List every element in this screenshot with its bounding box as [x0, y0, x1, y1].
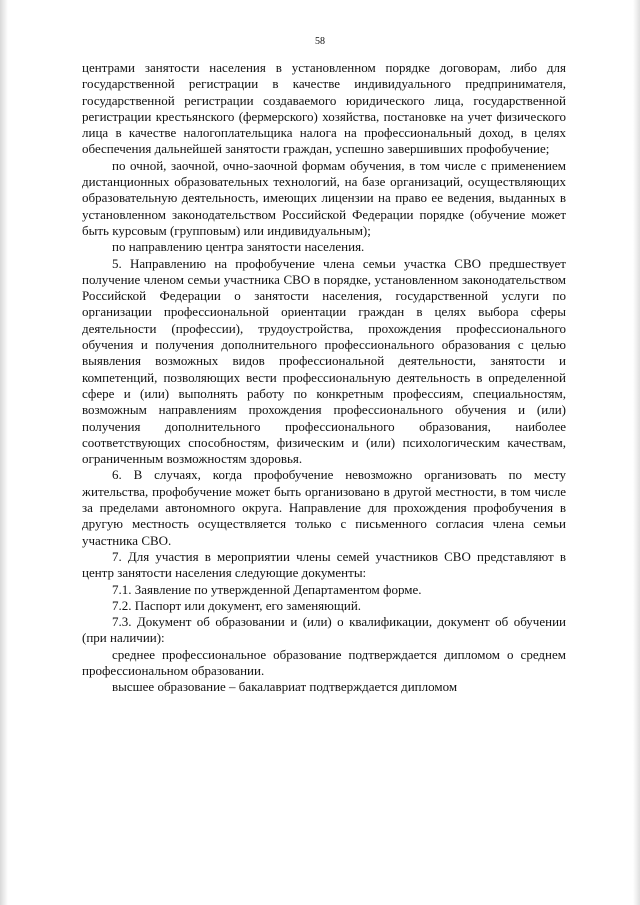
page-number: 58: [315, 36, 325, 47]
scan-edge-right: [633, 0, 640, 905]
paragraph-clause-7-2: 7.2. Паспорт или документ, его заменяющий.: [112, 597, 362, 613]
paragraph-referral: по направлению центра занятости населения.: [112, 239, 365, 255]
document-body: [82, 60, 566, 696]
paragraph-clause-5: 5. Направлению на профобучение члена семьи участка СВО предшествует получение членом семьи участника СВО в порядке, установленном законодательством Российской Федерации о занятости населения, государственной услуги по организации профессиональной ориентации граждан в целях выбора сферы деятельности (профессии), трудоустройства, прохождения профессионального обучения и получения дополнительного профессионального образования с целью выявления возможных видов профессиональной деятельности, занятости и компетенций, позволяющих вести профессиональную деятельность в определенной сфере и (или) выполнять работу по конкретным профессиям, специальностям, возможным направлениям прохождения профессионального обучения и (или) получения дополнительного профессионального образования, наиболее соответствующих способностям, физическим и (или) психологическим качествам, ограниченным возможностям здоровья.: [82, 255, 566, 467]
paragraph-continuation: центрами занятости населения в установленном порядке договорам, либо для государственной регистрации в качестве индивидуального предпринимателя, государственной регистрации создаваемого юридического лица, государственной регистрации крестьянского (фермерского) хозяйства, постановке на учет физического лица в качестве налогоплательщика налога на профессиональный доход, в целях обеспечения дальнейшей занятости граждан, успешно завершивших профобучение;: [82, 60, 566, 157]
scan-edge-left: [0, 0, 8, 905]
paragraph-clause-7-1: 7.1. Заявление по утвержденной Департаментом форме.: [112, 581, 422, 597]
paragraph-clause-7: 7. Для участия в мероприятии члены семей участников СВО представляют в центр занятости населения следующие документы:: [82, 548, 566, 581]
paragraph-training-forms: по очной, заочной, очно-заочной формам обучения, в том числе с применением дистанционных образовательных технологий, на базе организаций, осуществляющих образовательную деятельность, имеющих лицензии на право ее ведения, выданных в установленном законодательством Российской Федерации порядке (обучение может быть курсовым (групповым) или индивидуальным);: [82, 157, 566, 238]
paragraph-clause-7-3: 7.3. Документ об образовании и (или) о квалификации, документ об обучении (при наличии):: [82, 614, 566, 646]
paragraph-higher-education: высшее образование – бакалавриат подтверждается дипломом: [112, 679, 458, 695]
paragraph-secondary-education: среднее профессиональное образование подтверждается дипломом о среднем профессиональном образовании.: [82, 646, 566, 678]
paragraph-clause-6: 6. В случаях, когда профобучение невозможно организовать по месту жительства, профобучение может быть организовано в другой местности, в том числе за пределами автономного округа. Направление для прохождения профобучения в другую местность осуществляется только с письменного согласия члена семьи участника СВО.: [82, 467, 566, 548]
